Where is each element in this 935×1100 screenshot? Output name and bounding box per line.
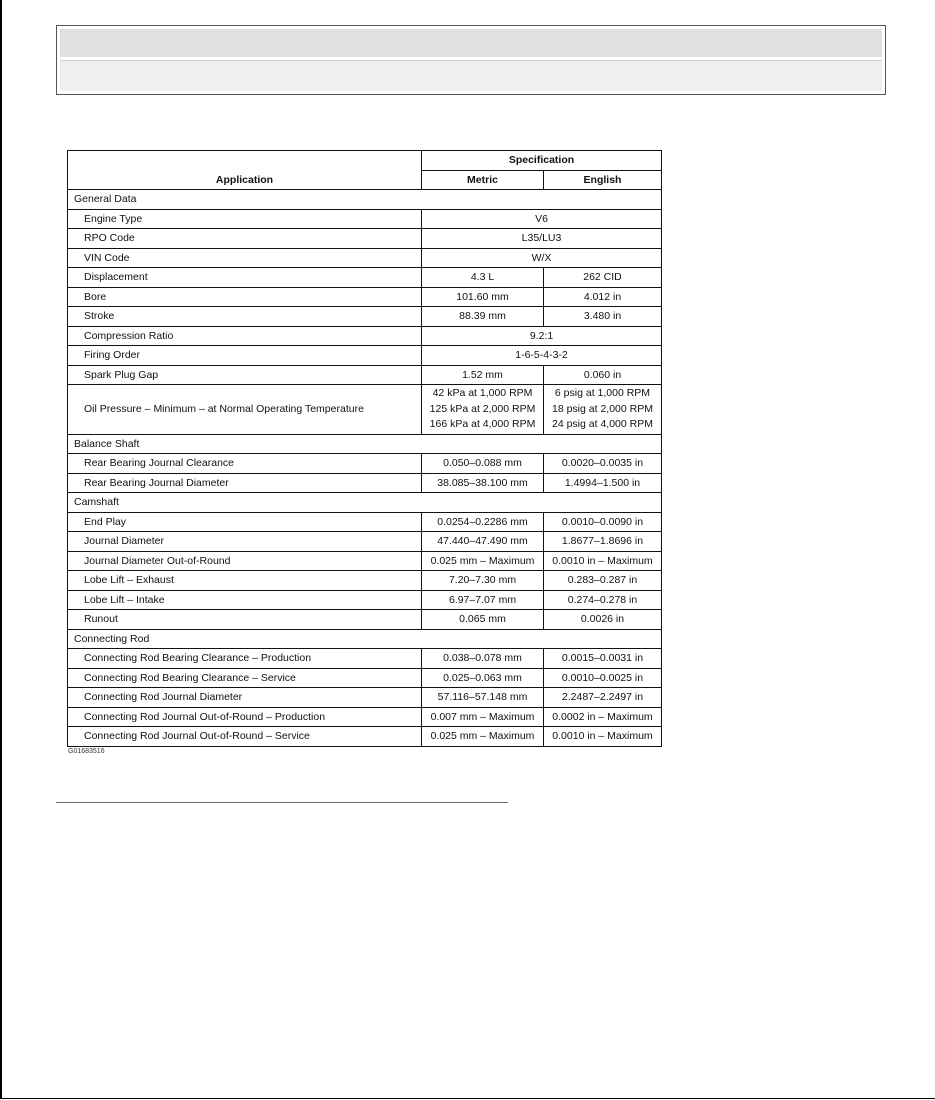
application-cell: Compression Ratio xyxy=(68,326,422,346)
metric-cell xyxy=(422,385,544,435)
metric-cell: 0.0254–0.2286 mm xyxy=(422,512,544,532)
application-cell: VIN Code xyxy=(68,248,422,268)
spec-line: 166 kPa at 4,000 RPM xyxy=(429,418,536,430)
table-row xyxy=(68,532,662,552)
metric-cell: 0.050–0.088 mm xyxy=(422,454,544,474)
spec-value-cell: V6 xyxy=(422,209,662,229)
table-row xyxy=(68,571,662,591)
application-cell: Runout xyxy=(68,610,422,630)
english-cell: 0.0015–0.0031 in xyxy=(544,649,662,669)
table-row xyxy=(68,668,662,688)
table-row xyxy=(68,610,662,630)
english-cell: 3.480 in xyxy=(544,307,662,327)
metric-cell: 0.025 mm – Maximum xyxy=(422,727,544,747)
application-cell: Connecting Rod Journal Out-of-Round – Production xyxy=(68,707,422,727)
application-cell: Connecting Rod Journal Diameter xyxy=(68,688,422,708)
table-row xyxy=(68,229,662,249)
english-cell: 2.2487–2.2497 in xyxy=(544,688,662,708)
spec-value-cell: 9.2:1 xyxy=(422,326,662,346)
table-row xyxy=(68,512,662,532)
metric-cell: 0.025 mm – Maximum xyxy=(422,551,544,571)
metric-cell: 38.085–38.100 mm xyxy=(422,473,544,493)
metric-cell: 0.025–0.063 mm xyxy=(422,668,544,688)
application-cell: Journal Diameter Out-of-Round xyxy=(68,551,422,571)
metric-cell: 88.39 mm xyxy=(422,307,544,327)
application-cell: Connecting Rod Bearing Clearance – Production xyxy=(68,649,422,669)
metric-cell: 47.440–47.490 mm xyxy=(422,532,544,552)
english-cell: 0.0026 in xyxy=(544,610,662,630)
metric-cell: 101.60 mm xyxy=(422,287,544,307)
english-cell: 0.0010–0.0090 in xyxy=(544,512,662,532)
header-english: English xyxy=(544,170,662,190)
application-cell: Oil Pressure – Minimum – at Normal Operating Temperature xyxy=(68,385,422,435)
section-title: General Data xyxy=(68,190,662,210)
header-subtitle-bar xyxy=(60,60,882,91)
table-row xyxy=(68,346,662,366)
english-cell: 0.283–0.287 in xyxy=(544,571,662,591)
engine-spec-table xyxy=(67,150,662,747)
application-cell: Connecting Rod Journal Out-of-Round – Service xyxy=(68,727,422,747)
header-application: Application xyxy=(68,151,422,190)
table-row xyxy=(68,365,662,385)
english-cell: 1.8677–1.8696 in xyxy=(544,532,662,552)
header-metric: Metric xyxy=(422,170,544,190)
spec-line: 18 psig at 2,000 RPM xyxy=(552,402,653,415)
table-row xyxy=(68,454,662,474)
metric-cell: 4.3 L xyxy=(422,268,544,288)
application-cell: Displacement xyxy=(68,268,422,288)
spec-line: 6 psig at 1,000 RPM xyxy=(554,387,651,399)
document-header xyxy=(56,25,886,95)
english-cell xyxy=(544,385,662,435)
spec-value-cell: W/X xyxy=(422,248,662,268)
header-title-bar xyxy=(60,29,882,57)
application-cell: Stroke xyxy=(68,307,422,327)
metric-cell: 7.20–7.30 mm xyxy=(422,571,544,591)
english-cell: 0.0020–0.0035 in xyxy=(544,454,662,474)
footer-divider xyxy=(56,802,508,803)
application-cell: Journal Diameter xyxy=(68,532,422,552)
application-cell: Engine Type xyxy=(68,209,422,229)
application-cell: Spark Plug Gap xyxy=(68,365,422,385)
table-row xyxy=(68,727,662,747)
table-row xyxy=(68,649,662,669)
application-cell: Firing Order xyxy=(68,346,422,366)
table-row xyxy=(68,209,662,229)
section-row xyxy=(68,493,662,513)
english-cell: 0.0010 in – Maximum xyxy=(544,727,662,747)
metric-cell: 0.007 mm – Maximum xyxy=(422,707,544,727)
section-row xyxy=(68,629,662,649)
spec-line: 125 kPa at 2,000 RPM xyxy=(429,402,536,415)
application-cell: Rear Bearing Journal Clearance xyxy=(68,454,422,474)
table-row xyxy=(68,688,662,708)
table-row xyxy=(68,590,662,610)
metric-cell: 57.116–57.148 mm xyxy=(422,688,544,708)
spec-line: 42 kPa at 1,000 RPM xyxy=(432,387,533,399)
table-row xyxy=(68,551,662,571)
application-cell: Connecting Rod Bearing Clearance – Service xyxy=(68,668,422,688)
table-row xyxy=(68,248,662,268)
application-cell: Lobe Lift – Exhaust xyxy=(68,571,422,591)
english-cell: 0.274–0.278 in xyxy=(544,590,662,610)
table-row xyxy=(68,287,662,307)
section-title: Camshaft xyxy=(68,493,662,513)
application-cell: RPO Code xyxy=(68,229,422,249)
english-cell: 0.0002 in – Maximum xyxy=(544,707,662,727)
metric-cell: 0.065 mm xyxy=(422,610,544,630)
spec-value-cell: L35/LU3 xyxy=(422,229,662,249)
application-cell: End Play xyxy=(68,512,422,532)
table-row xyxy=(68,268,662,288)
table-row xyxy=(68,473,662,493)
section-title: Balance Shaft xyxy=(68,434,662,454)
metric-cell: 1.52 mm xyxy=(422,365,544,385)
section-row xyxy=(68,434,662,454)
section-row xyxy=(68,190,662,210)
english-cell: 4.012 in xyxy=(544,287,662,307)
table-row xyxy=(68,385,662,435)
metric-cell: 0.038–0.078 mm xyxy=(422,649,544,669)
spec-table-body xyxy=(68,190,662,747)
section-title: Connecting Rod xyxy=(68,629,662,649)
application-cell: Lobe Lift – Intake xyxy=(68,590,422,610)
english-cell: 262 CID xyxy=(544,268,662,288)
english-cell: 0.0010–0.0025 in xyxy=(544,668,662,688)
english-cell: 0.0010 in – Maximum xyxy=(544,551,662,571)
spec-line: 24 psig at 4,000 RPM xyxy=(552,418,653,430)
figure-id: G01683516 xyxy=(68,748,105,755)
header-specification: Specification xyxy=(422,151,662,171)
metric-cell: 6.97–7.07 mm xyxy=(422,590,544,610)
spec-value-cell: 1-6-5-4-3-2 xyxy=(422,346,662,366)
table-row xyxy=(68,326,662,346)
table-row xyxy=(68,707,662,727)
table-row xyxy=(68,307,662,327)
english-cell: 0.060 in xyxy=(544,365,662,385)
application-cell: Bore xyxy=(68,287,422,307)
english-cell: 1.4994–1.500 in xyxy=(544,473,662,493)
application-cell: Rear Bearing Journal Diameter xyxy=(68,473,422,493)
